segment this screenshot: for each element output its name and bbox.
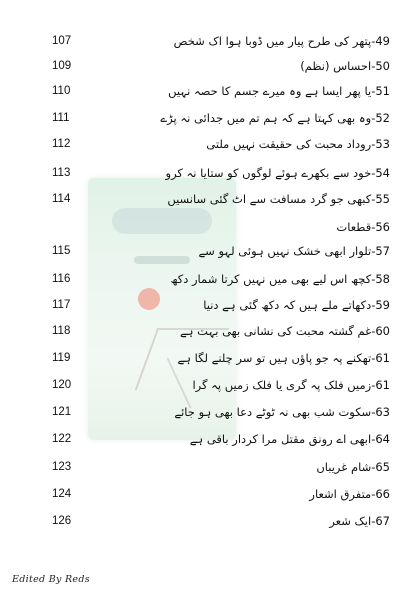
toc-row[interactable]: [0, 133, 420, 155]
toc-page-number: 109: [52, 60, 72, 72]
toc-title: 67-ایک شعر: [329, 514, 390, 528]
toc-title: 65-شام غریباں: [316, 460, 390, 474]
toc-title: 49-پتھر کی طرح پیار میں ڈوبا ہوا اک شخص: [173, 34, 390, 48]
toc-page-number: 123: [52, 461, 72, 473]
toc-title: 60-غم گشتہ محبت کی نشانی بھی بہت ہے: [180, 324, 390, 338]
toc-row[interactable]: [0, 162, 420, 184]
toc-title: 50-احساس (نظم): [300, 59, 390, 73]
toc-row[interactable]: [0, 401, 420, 423]
toc-title: 59-دکھاتے ملے ہیں کہ دکھ گئی ہے دنیا: [203, 298, 390, 312]
toc-page-number: 111: [52, 112, 70, 124]
toc-title: 61-تھکنے پہ جو پاؤں ہیں تو سر چلنے لگا ہے: [177, 351, 390, 365]
toc-page-number: 126: [52, 515, 72, 527]
toc-row[interactable]: [0, 30, 420, 52]
toc-title: 51-یا پھر ایسا ہے وہ میرے جسم کا حصہ نہیں: [168, 84, 390, 98]
toc-row[interactable]: [0, 240, 420, 262]
toc-page-number: 117: [52, 299, 71, 311]
toc-row[interactable]: [0, 294, 420, 316]
toc-row[interactable]: [0, 483, 420, 505]
toc-row[interactable]: [0, 80, 420, 102]
toc-page-number: 120: [52, 379, 72, 391]
editor-credit: Edited By Reds: [12, 574, 90, 585]
toc-title: 63-سکوت شب بھی نہ ٹوٹے دعا بھی ہو جائے: [174, 405, 390, 419]
toc-title: 66-متفرق اشعار: [309, 487, 390, 501]
toc-page-number: 114: [52, 193, 71, 205]
toc-page-number: 110: [52, 85, 71, 97]
toc-row[interactable]: [0, 216, 420, 238]
toc-page-number: 115: [52, 245, 71, 257]
toc-row[interactable]: [0, 320, 420, 342]
toc-title: 57-تلوار ابھی خشک نہیں ہوئی لہو سے: [198, 244, 390, 258]
toc-row[interactable]: [0, 347, 420, 369]
toc-row[interactable]: [0, 428, 420, 450]
toc-title: 54-خود سے بکھرے ہوئے لوگوں کو ستایا نہ کرو: [165, 166, 390, 180]
toc-page-number: 116: [52, 273, 71, 285]
toc-page-number: 122: [52, 433, 72, 445]
toc-title: 55-کبھی جو گرد مسافت سے اٹ گئی سانسیں: [167, 192, 390, 206]
toc-page-number: 118: [52, 325, 71, 337]
toc-row[interactable]: [0, 510, 420, 532]
toc-page-number: 121: [52, 406, 72, 418]
toc-row[interactable]: [0, 55, 420, 77]
toc-row[interactable]: [0, 268, 420, 290]
toc-title: 64-ابھی اے رونق مقتل مرا کردار باقی ہے: [189, 432, 390, 446]
toc-title: 61-زمیں فلک پہ گری یا فلک زمیں پہ گرا: [192, 378, 390, 392]
toc-title: 58-کچھ اس لیے بھی میں نہیں کرتا شمار دکھ: [170, 272, 390, 286]
toc-page-number: 107: [52, 35, 72, 47]
toc-title: 56-قطعات: [336, 220, 390, 234]
toc-title: 52-وہ بھی کہتا ہے کہ ہم تم میں جدائی نہ پڑے: [160, 111, 390, 125]
toc-page-number: 119: [52, 352, 71, 364]
toc-row[interactable]: [0, 374, 420, 396]
toc-page-number: 124: [52, 488, 72, 500]
toc-row[interactable]: [0, 188, 420, 210]
toc-page-number: 113: [52, 167, 71, 179]
toc-row[interactable]: [0, 107, 420, 129]
toc-row[interactable]: [0, 456, 420, 478]
toc-title: 53-روداد محبت کی حقیقت نہیں ملتی: [206, 137, 390, 151]
toc-page-number: 112: [52, 138, 71, 150]
